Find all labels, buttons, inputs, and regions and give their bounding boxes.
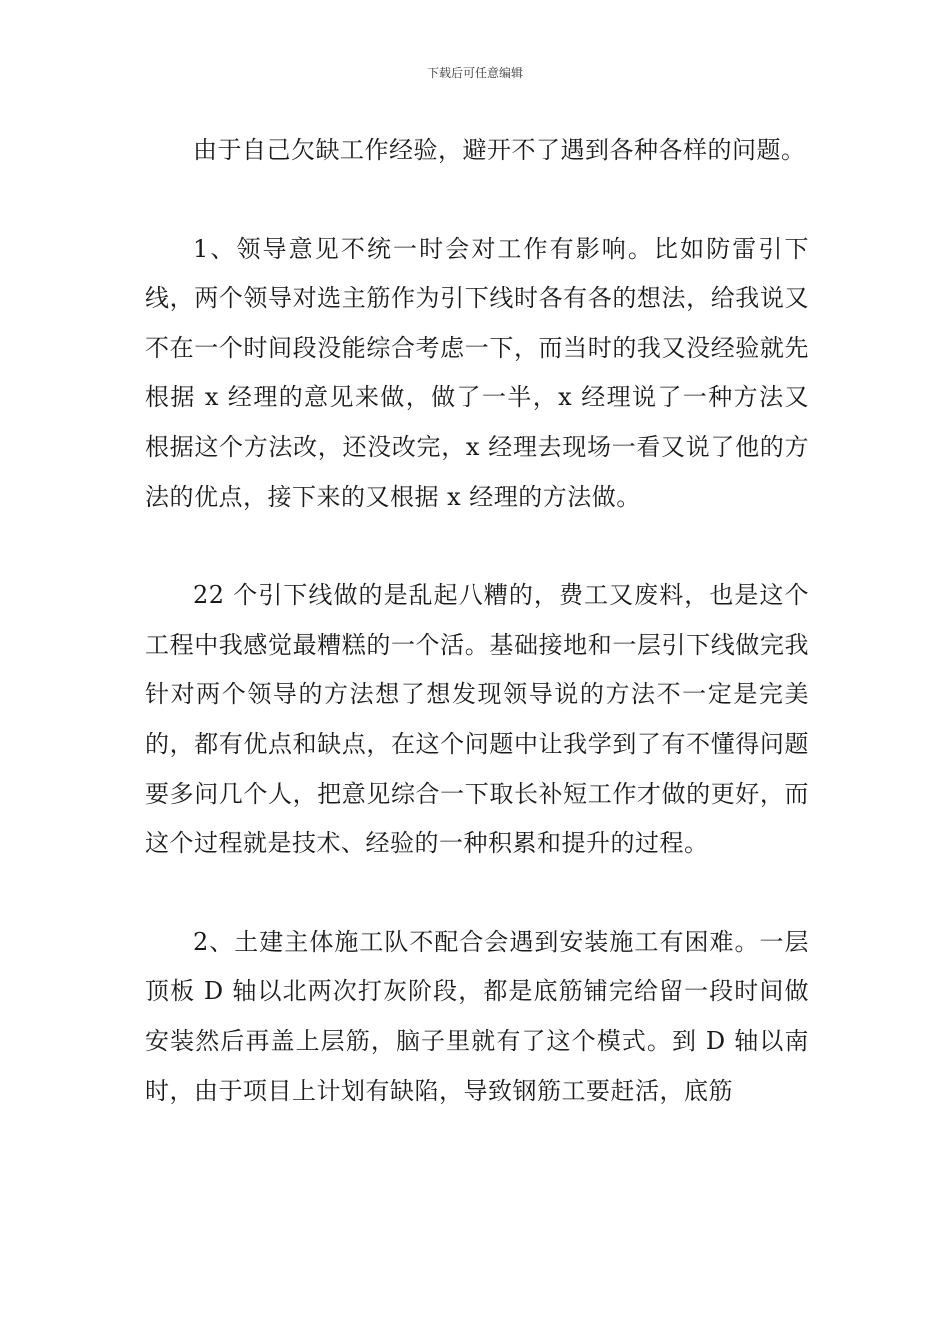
- paragraph: 22 个引下线做的是乱起八糟的，费工又废料，也是这个工程中我感觉最糟糕的一个活。基础接地和一层引下线做完我针对两个领导的方法想了想发现领导说的方法不一定是完美的，都有优点和缺点，在这个问题中让我学到了有不懂得问题要多问几个人，把意见综合一下取长补短工作才做的更好，而这个过程就是技术、经验的一种积累和提升的过程。: [145, 581, 809, 858]
- paragraph: 2、土建主体施工队不配合会遇到安装施工有困难。一层顶板 D 轴以北两次打灰阶段，都是底筋铺完给留一段时间做安装然后再盖上层筋，脑子里就有了这个模式。到 D 轴以南时，由于项目上计划有缺陷，导致钢筋工要赶活，底筋: [145, 927, 809, 1105]
- page-header: 下载后可任意编辑: [426, 66, 523, 80]
- paragraph: 由于自己欠缺工作经验，避开不了遇到各种各样的问题。: [193, 136, 806, 164]
- paragraph: 1、领导意见不统一时会对工作有影响。比如防雷引下线，两个领导对选主筋作为引下线时各有各的想法，给我说又不在一个时间段没能综合考虑一下，而当时的我又没经验就先根据 x 经理的意见来做，做了一半，x 经理说了一种方法又根据这个方法改，还没改完，x 经理去现场一看又说了他的方法的优点，接下来的又根据 x 经理的方法做。: [145, 234, 809, 511]
- document-body: [145, 126, 809, 1165]
